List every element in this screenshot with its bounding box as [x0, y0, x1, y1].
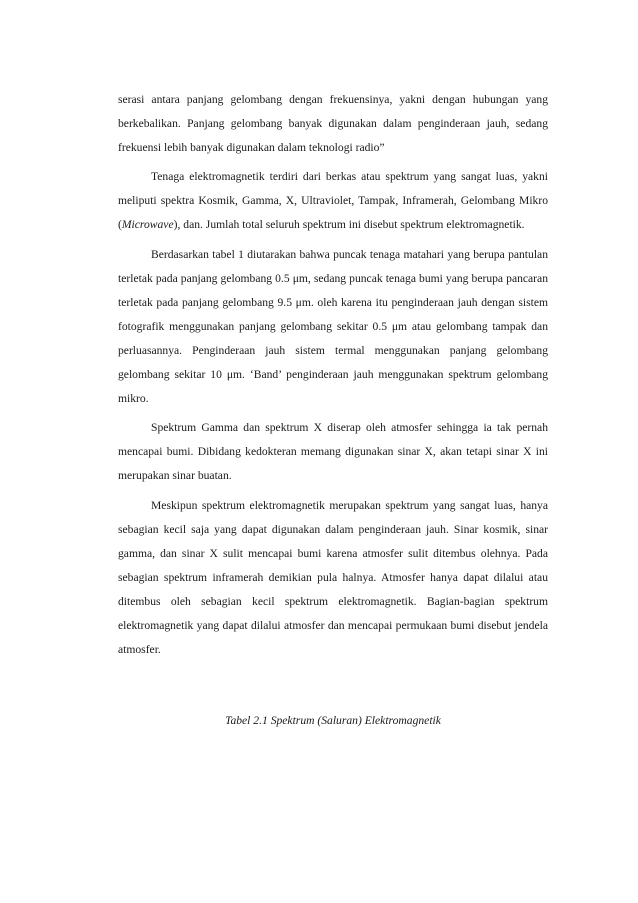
italic-term: Microwave	[121, 218, 174, 232]
paragraph-spectrum-intro	[118, 165, 548, 237]
paragraph-solar-peak: Berdasarkan tabel 1 diutarakan bahwa puncak tenaga matahari yang berupa pantulan terletak pada panjang gelombang 0.5 μm, sedang puncak tenaga bumi yang berupa pancaran terletak pada panjang gelombang 9.5 μm. oleh karena itu penginderaan jauh dengan sistem fotografik menggunakan panjang gelombang sekitar 0.5 μm atau gelombang tampak dan perluasannya. Penginderaan jauh sistem termal menggunakan panjang gelombang gelombang sekitar 10 μm. ‘Band’ penginderaan jauh menggunakan spektrum gelombang mikro.	[118, 247, 548, 406]
paragraph-text: ), dan. Jumlah total seluruh spektrum ini disebut spektrum elektromagnetik.	[173, 218, 525, 232]
paragraph-text: Tenaga elektromagnetik terdiri dari berkas atau spektrum yang sangat luas, yakni meliputi spektra Kosmik, Gamma, X, Ultraviolet, Tampak, Inframerah, Gelombang Mikro (	[118, 170, 548, 232]
table-caption: Tabel 2.1 Spektrum (Saluran) Elektromagnetik	[225, 714, 441, 727]
body-text	[118, 88, 548, 667]
paragraph-gamma-x: Spektrum Gamma dan spektrum X diserap oleh atmosfer sehingga ia tak pernah mencapai bumi. Dibidang kedokteran memang digunakan sinar X, akan tetapi sinar X ini merupakan sinar buatan.	[118, 421, 548, 483]
paragraph-continuation: serasi antara panjang gelombang dengan frekuensinya, yakni dengan hubungan yang berkebalikan. Panjang gelombang banyak digunakan dalam penginderaan jauh, sedang frekuensi lebih banyak digunakan dalam teknologi radio”	[118, 93, 548, 155]
paragraph-atmospheric-window: Meskipun spektrum elektromagnetik merupakan spektrum yang sangat luas, hanya sebagian kecil saja yang dapat digunakan dalam penginderaan jauh. Sinar kosmik, sinar gamma, dan sinar X sulit mencapai bumi karena atmosfer sulit ditembus olehnya. Pada sebagian spektrum inframerah demikian pula halnya. Atmosfer hanya dapat dilalui atau ditembus oleh sebagian kecil spektrum elektromagnetik. Bagian-bagian spektrum elektromagnetik yang dapat dilalui atmosfer dan mencapai permukaan bumi disebut jendela atmosfer.	[118, 498, 548, 657]
